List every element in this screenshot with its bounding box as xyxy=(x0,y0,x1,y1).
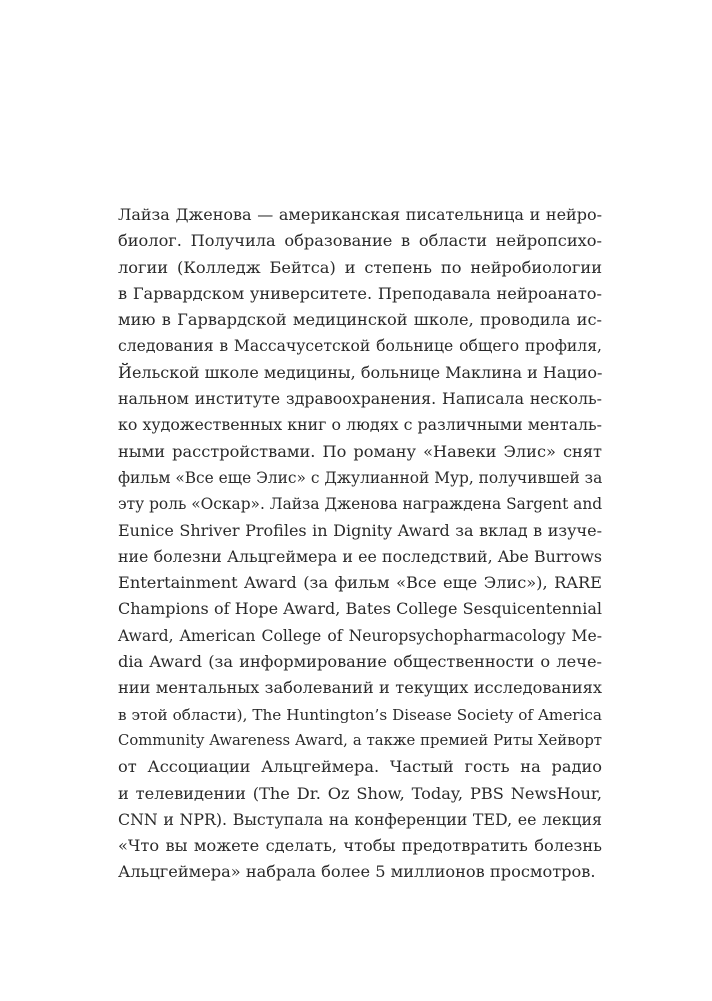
bio-line: фильм «Все еще Элис» с Джулианной Мур, получившей за xyxy=(118,468,603,487)
bio-line: CNN и NPR). Выступала на конференции TED, ее лекция xyxy=(118,809,602,829)
bio-line: Альцгеймера» набрала более 5 миллионов просмотров. xyxy=(118,862,596,882)
bio-line: биолог. Получила образование в области нейропсихо- xyxy=(118,231,602,251)
bio-line: Лайза Дженова — американская писательница и нейро- xyxy=(118,205,602,224)
bio-line: ко художественных книг о людях с различными менталь- xyxy=(118,415,602,435)
bio-line: от Ассоциации Альцгеймера. Частый гость на радио xyxy=(118,757,602,777)
bio-line: Award, American College of Neuropsychopharmacology Me- xyxy=(118,626,602,645)
bio-line: нальном институте здравоохранения. Написала несколь- xyxy=(118,389,602,409)
bio-line: ными расстройствами. По роману «Навеки Элис» снят xyxy=(118,441,602,461)
bio-line: Community Awareness Award, а также премией Риты Хейворт xyxy=(118,731,602,749)
bio-line: нии ментальных заболеваний и текущих исследованиях xyxy=(118,678,602,698)
bio-line: в Гарвардском университете. Преподавала нейроанато- xyxy=(118,283,602,303)
bio-line: и телевидении (The Dr. Oz Show, Today, PBS NewsHour, xyxy=(118,783,602,803)
bio-line: Champions of Hope Award, Bates College Sesquicentennial xyxy=(118,599,602,619)
bio-line: dia Award (за информирование общественности о лече- xyxy=(118,652,602,672)
bio-line: логии (Колледж Бейтса) и степень по нейробиологии xyxy=(118,257,602,277)
bio-line: в этой области), The Huntington’s Disease Society of America xyxy=(118,705,602,724)
bio-line: мию в Гарвардской медицинской школе, проводила ис- xyxy=(118,310,602,330)
bio-line: Йельской школе медицины, больнице Маклина и Нацио- xyxy=(118,362,603,382)
bio-line: следования в Массачусетской больнице общего профиля, xyxy=(118,337,602,356)
bio-line: ние болезни Альцгеймера и ее последствий, Abe Burrows xyxy=(118,546,602,566)
author-bio-paragraph xyxy=(118,202,602,886)
bio-line: Entertainment Award (за фильм «Все еще Элис»), RARE xyxy=(118,573,602,593)
bio-line: Eunice Shriver Profiles in Dignity Award за вклад в изуче- xyxy=(118,520,602,540)
bio-line: эту роль «Оскар». Лайза Дженова награждена Sargent and xyxy=(118,495,603,514)
bio-line: «Что вы можете сделать, чтобы предотвратить болезнь xyxy=(118,836,602,856)
